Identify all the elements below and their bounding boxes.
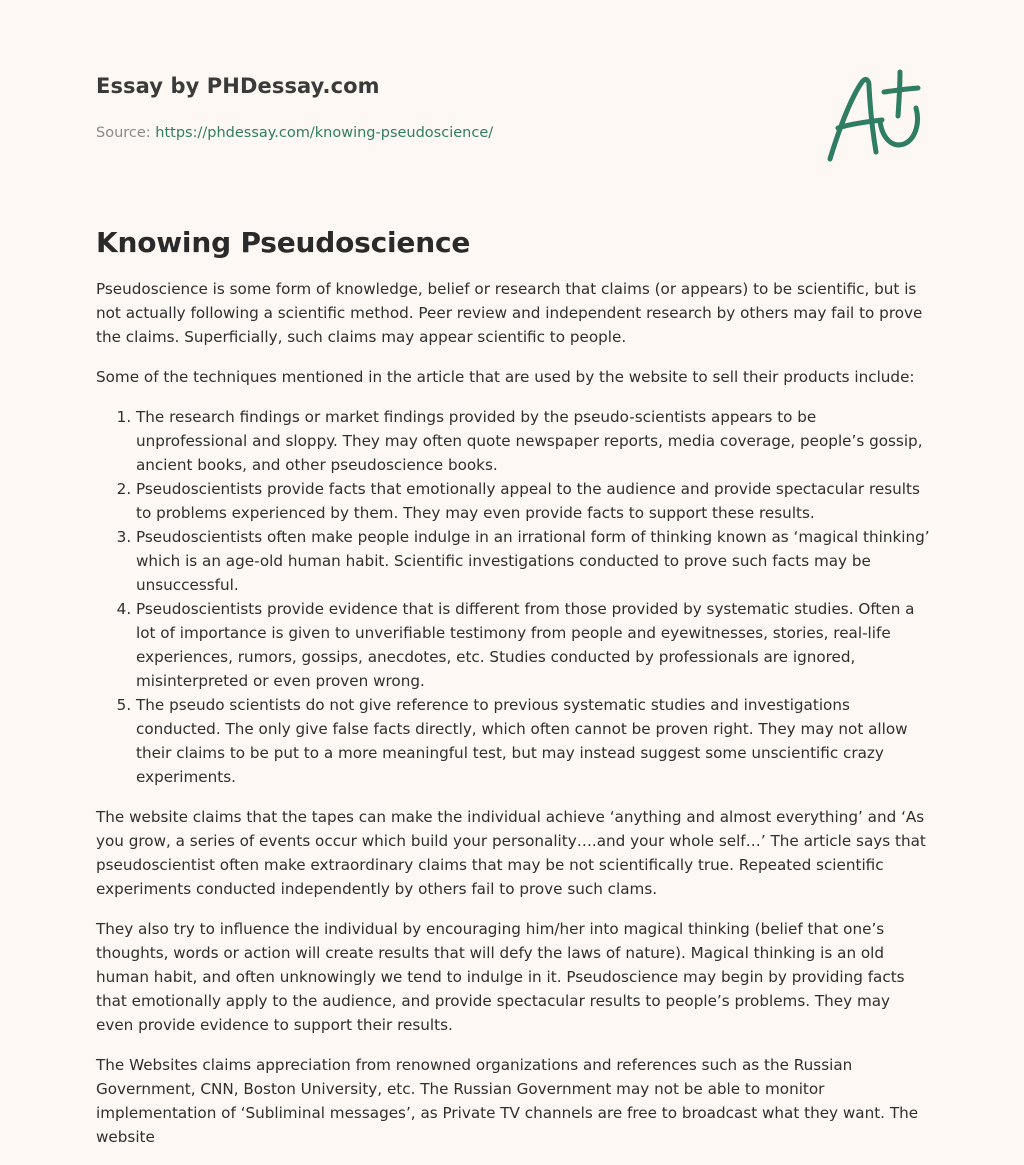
list-item: 3. Pseudoscientists often make people indulge in an irrational form of thinking known as ‘magical thinking’ which is an age-old human habit. Scientific investigations conducted to prove such facts may be unsuccessful. <box>136 525 932 597</box>
article-title: Knowing Pseudoscience <box>96 226 471 259</box>
source-label: Source: <box>96 125 156 141</box>
source-link[interactable]: https://phdessay.com/knowing-pseudoscience/ <box>155 125 494 141</box>
paragraph-techniques-intro: Some of the techniques mentioned in the article that are used by the website to sell their products include: <box>96 368 915 386</box>
paragraph-website-claims: The website claims that the tapes can make the individual achieve ‘anything and almost everything’ and ‘As you grow, a series of events occur which build your personality….and your whole self…’ The article says that pseudoscientist often make extraordinary claims that may be not scientifically true. Repeated scientific experiments conducted independently by others fail to prove such clams. <box>96 808 926 898</box>
a-plus-logo <box>820 66 930 166</box>
source-line <box>96 125 493 141</box>
paragraph-intro: Pseudoscience is some form of knowledge, belief or research that claims (or appears) to be scientific, but is not actually following a scientific method. Peer review and independent research by others may fail to prove the claims. Superficially, such claims may appear scientific to people. <box>96 280 923 346</box>
essay-header <box>96 74 936 141</box>
list-item: 1. The research findings or market findings provided by the pseudo-scientists appears to be unprofessional and sloppy. They may often quote newspaper reports, media coverage, people’s gossip, ancient books, and other pseudoscience books. <box>136 405 932 477</box>
list-item: 4. Pseudoscientists provide evidence that is different from those provided by systematic studies. Often a lot of importance is given to unverifiable testimony from people and eyewitnesses, stories, real-life experiences, rumors, gossips, anecdotes, etc. Studies conducted by professionals are ignored, misinterpreted or even proven wrong. <box>136 597 932 693</box>
article <box>96 226 932 1165</box>
paragraph-appreciation: The Websites claims appreciation from renowned organizations and references such as the Russian Government, CNN, Boston University, etc. The Russian Government may not be able to monitor implementation of ‘Subliminal messages’, as Private TV channels are free to broadcast what they want. The website <box>96 1056 919 1146</box>
list-item: 5. The pseudo scientists do not give reference to previous systematic studies and investigations conducted. The only give false facts directly, which often cannot be proven right. They may not allow their claims to be put to a more meaningful test, but may instead suggest some unscientific crazy experiments. <box>136 693 932 789</box>
techniques-list <box>96 405 932 789</box>
list-item: 2. Pseudoscientists provide facts that emotionally appeal to the audience and provide spectacular results to problems experienced by them. They may even provide facts to support these results. <box>136 477 932 525</box>
paragraph-magical-thinking: They also try to influence the individual by encouraging him/her into magical thinking (belief that one’s thoughts, words or action will create results that will defy the laws of nature). Magical thinking is an old human habit, and often unknowingly we tend to indulge in it. Pseudoscience may begin by providing facts that emotionally apply to the audience, and provide spectacular results to people’s problems. They may even provide evidence to support their results. <box>96 920 905 1034</box>
brand-title: Essay by PHDessay.com <box>96 74 380 98</box>
